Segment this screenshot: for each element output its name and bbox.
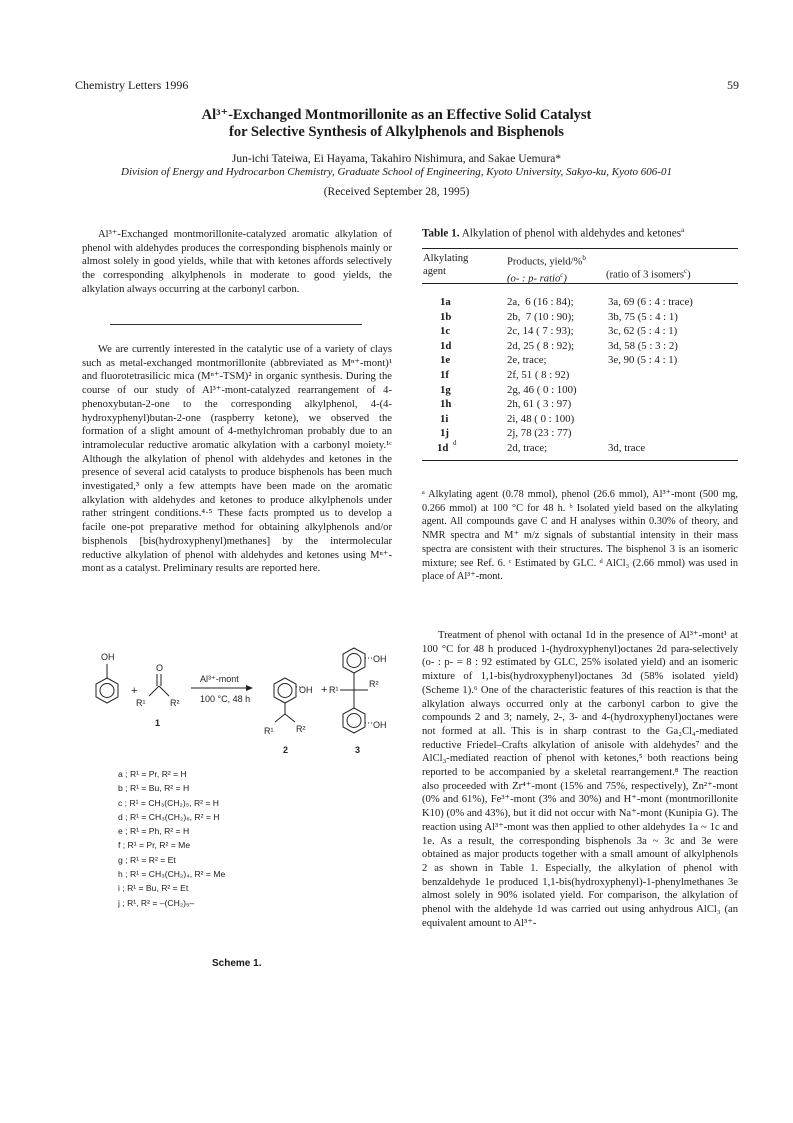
carbonyl-r1-bond xyxy=(149,686,159,696)
scheme-legend-item: h ; R¹ = CH₃(CH₂)₄, R² = Me xyxy=(118,869,226,880)
scheme-plus-2: + xyxy=(321,684,328,696)
affiliation: Division of Energy and Hydrocarbon Chemistry, Graduate School of Engineering, Kyoto University, Sakyo-ku, Kyoto 606-01 xyxy=(121,166,672,178)
table-cell-product-3: 3d, 58 (5 : 3 : 2) xyxy=(608,339,678,352)
scheme-phenol-oh: OH xyxy=(101,652,115,662)
table-header-products-label: Products, yield/% xyxy=(507,256,583,268)
scheme-legend-item: c ; R¹ = CH₃(CH₂)₅, R² = H xyxy=(118,797,220,808)
table-cell-agent: 1h xyxy=(440,398,452,411)
reaction-arrow-head xyxy=(246,685,253,691)
scheme-legend-item: a ; R¹ = Pr, R² = H xyxy=(118,769,187,779)
authors: Jun-ichi Tateiwa, Ei Hayama, Takahiro Nishimura, and Sakae Uemura* xyxy=(231,153,562,165)
table-cell-agent: 1d xyxy=(437,441,449,454)
scheme-conditions: 100 °C, 48 h xyxy=(200,694,251,704)
table-header-agent-2: agent xyxy=(423,266,446,277)
table-row xyxy=(422,369,738,384)
table-cell-agent: 1d xyxy=(440,339,452,352)
received-date: (Received September 28, 1995) xyxy=(323,186,470,198)
title-line-1: Al³⁺-Exchanged Montmorillonite as an Effective Solid Catalyst xyxy=(201,107,592,123)
table-cell-product-2: 2d, 25 ( 8 : 92); xyxy=(507,339,575,352)
table-cell-product-2: 2e, trace; xyxy=(507,354,547,367)
page-number: 59 xyxy=(727,78,739,92)
table-row xyxy=(422,340,738,355)
table-caption-sup: a xyxy=(681,226,685,234)
table-header-op-ratio: (o- : p- ratio xyxy=(507,273,561,285)
scheme-legend-item: i ; R¹ = Bu, R² = Et xyxy=(118,883,189,894)
scheme-legend-item: f ; R¹ = Pr, R² = Me xyxy=(118,840,191,851)
scheme-carbonyl-o: O xyxy=(156,663,164,673)
journal-name: Chemistry Letters 1996 xyxy=(75,78,189,92)
table-row xyxy=(422,427,738,442)
table-cell-product-3: 3a, 69 (6 : 4 : trace) xyxy=(608,296,693,308)
table-row xyxy=(422,354,738,369)
abstract-divider xyxy=(110,324,362,325)
product-3-upper-aromatic-circle xyxy=(347,654,361,668)
table-header-agent-1: Alkylating xyxy=(423,253,469,264)
product-2-ring xyxy=(274,678,296,703)
scheme-r2-product3: R² xyxy=(369,679,379,689)
product-3-lower-aromatic-circle xyxy=(347,714,361,728)
product-3-lower-ring xyxy=(343,708,365,733)
table-row xyxy=(422,438,738,457)
scheme-r2-reactant: R² xyxy=(170,698,180,708)
table-header-agent xyxy=(423,252,468,278)
body-right-text: Treatment of phenol with octanal 1d in the presence of Al³⁺-mont¹ at 100 °C for 48 h produced 1-(hydroxyphenyl)octanes 2d para-selectively (o- : p- = 8 : 92 estimated by GLC, 25% isolated yield) and an isomeric mixture of 1,1-bis(hydroxyphenyl)octanes 3d (58% isolated yield) (Scheme 1).⁶ One of the characteristic features of this reaction is that the alkylation always occurred only at the carbonyl carbon to give the compounds 2 and 3; namely, 2-, 3- and 4-(hydroxyphenyl)octanes were not formed at all. This is in sharp contrast to the Ga₂Cl₄-mediated reductive Friedel–Crafts alkylation of anisole with aldehydes⁷ and the AlCl₃-mediated reaction of phenol with ketones,⁵ both reactions being reported to be accompanied by a skeletal rearrangement.⁸ The reaction also proceeded with Zr⁴⁺-mont (15% and 75%, respectively), Zn²⁺-mont (0% and 61%), Fe³⁺-mont (3% and 30%) and H⁺-mont (montmorillonite K10) (0% and 43%), but it did not occur with Na⁺-mont (Kunipia G). The reaction using Al³⁺-mont was then applied to other aldehydes 1a ~ 1c and 1e. As a result, the corresponding bisphenols 3a ~ 3c and 3e were obtained as major products together with a small amount of alkylphenols 2 as shown in Table 1. Especially, the alkylation of phenol with benzaldehyde 1e produced 1,1-bis(hydroxyphenyl)-1-phenylmethanes 3e almost solely in 90% isolated yield. For comparison, the alkylation of phenol with the aldehyde 1d was carried out using anhydrous AlCl₃ (an equivalent amount to Al³⁺- xyxy=(422,630,738,929)
scheme-reagent: Al³⁺-mont xyxy=(200,674,239,684)
table-cell-agent: 1i xyxy=(440,412,449,425)
scheme-legend-item: g ; R¹ = R² = Et xyxy=(118,854,176,865)
table-row xyxy=(422,325,738,340)
table-cell-product-2: 2f, 51 ( 8 : 92) xyxy=(507,368,570,381)
scheme-product3-lower-oh: OH xyxy=(373,720,387,730)
body-right xyxy=(422,629,738,930)
table-cell-agent: 1e xyxy=(440,354,451,367)
table-row xyxy=(422,311,738,326)
scheme-r2-product2: R² xyxy=(296,724,306,734)
table-cell-product-3: 3c, 62 (5 : 4 : 1) xyxy=(608,325,678,338)
table-cell-agent: 1a xyxy=(440,296,451,308)
abstract-text: Al³⁺-Exchanged montmorillonite-catalyzed aromatic alkylation of phenol with aldehydes produces the corresponding bisphenols mainly or almost solely in good yields, while that with ketones affords selectively the corresponding alkylphenols in moderate to good yields, the alkylation always occurring at the carbonyl carbon. xyxy=(82,229,392,295)
table-row xyxy=(422,384,738,399)
table-caption-label: Table 1. xyxy=(422,227,460,240)
table-row xyxy=(422,398,738,413)
abstract xyxy=(82,228,392,297)
table-cell-product-3: 3d, trace xyxy=(608,441,646,454)
table-top-rule xyxy=(422,248,738,249)
table-footnote: ᵃ Alkylating agent (0.78 mmol), phenol (26.6 mmol), Al³⁺-mont (500 mg, 0.266 mmol) at 100 °C for 48 h. ᵇ Isolated yield based on the alkylating agent. All compounds gave C and H analyses within 0.30% of theory, and NMR spectra and M⁺ m/z signals of substantial intensity in their mass spectra are consistent with their structures. The bisphenol 3 is an isomeric mixture; see Ref. 6. ᶜ Estimated by GLC. ᵈ AlCl₃ (2.66 mmol) was used in place of Al³⁺-mont. xyxy=(422,489,738,583)
table-cell-product-2: 2g, 46 ( 0 : 100) xyxy=(507,383,577,396)
scheme-legend-item: e ; R¹ = Ph, R² = H xyxy=(118,826,190,837)
table-header-iso-end: ) xyxy=(687,269,691,281)
table-cell-product-2: 2a, 6 (16 : 84); xyxy=(507,296,574,308)
table-header-iso-sup: c xyxy=(683,267,688,275)
table-header-products xyxy=(507,252,586,285)
product-2-r1-bond xyxy=(275,714,285,722)
table-cell-product-3: 3e, 90 (5 : 4 : 1) xyxy=(608,354,678,367)
table-header-op-end: ) xyxy=(563,273,567,285)
scheme-label-1: 1 xyxy=(155,718,161,728)
scheme-r1-product3: R¹ xyxy=(329,685,339,695)
intro-text: We are currently interested in the catalytic use of a variety of clays such as metal-exchanged montmorillonite (abbreviated as Mⁿ⁺-mont)¹ and fluorotetrasilicic mica (Mⁿ⁺-TSM)² in organic synthesis. During the course of our study of Al³⁺-mont-catalyzed rearrangement of 4-phenoxybutan-2-one to the corresponding alkylphenol, 4-(4-hydroxyphenyl)butan-2-one (raspberry ketone), we observed the formation of a slight amount of 4-methylchroman probably due to an intramolecular reductive aromatic alkylation with a carbonyl moiety.¹ᶜ Although the alkylation of phenol with aldehydes and ketones in the presence of several acid catalysts to produce bisphenols has been much investigated,³ only a few attempts have been made on the aromatic alkylation with aldehydes and ketones to produce alkylphenols under rather stringent conditions.⁴·⁵ These facts prompted us to develop a facile one-pot preparative method for obtaining alkylphenols and/or bisphenols [bis(hydroxyphenyl)methanes] by the intermolecular reductive alkylation of phenol with aldehydes and ketones using Mⁿ⁺-mont as a catalyst. Preliminary results are reported here. xyxy=(82,344,392,575)
table-cell-product-2: 2c, 14 ( 7 : 93); xyxy=(507,325,574,338)
table-cell-agent: 1j xyxy=(440,427,449,440)
table-row xyxy=(422,296,738,311)
scheme-legend-item: j ; R¹, R² = –(CH₂)₅– xyxy=(118,897,195,908)
table-body xyxy=(422,296,738,457)
scheme-product2-oh: OH xyxy=(299,685,313,695)
scheme-legend-item: b ; R¹ = Bu, R² = H xyxy=(118,783,190,794)
scheme-legend-item: d ; R¹ = CH₃(CH₂)₆, R² = H xyxy=(118,811,220,822)
table-caption-text: Alkylation of phenol with aldehydes and ketones xyxy=(461,227,682,240)
intro xyxy=(82,343,392,576)
table-cell-product-3: 3b, 75 (5 : 4 : 1) xyxy=(608,310,678,323)
scheme-r1-product2: R¹ xyxy=(264,726,274,736)
carbonyl-r2-bond xyxy=(159,686,169,696)
table-header-op-sup: c xyxy=(560,270,564,279)
table-cell-product-2: 2b, 7 (10 : 90); xyxy=(507,310,575,323)
table-cell-product-2: 2d, trace; xyxy=(507,441,548,454)
scheme-caption: Scheme 1. xyxy=(212,958,262,969)
scheme-label-3: 3 xyxy=(355,745,361,755)
table-header-products-sup: b xyxy=(582,254,586,262)
product-3-upper-ring xyxy=(343,648,365,673)
table-cell-product-2: 2j, 78 (23 : 77) xyxy=(507,427,572,440)
table-caption xyxy=(422,226,742,240)
table-header-rule xyxy=(422,283,738,284)
phenol-aromatic-circle xyxy=(100,684,114,698)
product-2-r2-bond xyxy=(285,714,295,722)
table-header-iso-label: (ratio of 3 isomers xyxy=(606,269,684,281)
table-cell-agent: 1b xyxy=(440,310,452,323)
table-row xyxy=(422,413,738,428)
table-cell-agent: 1c xyxy=(440,325,451,338)
product-2-aromatic-circle xyxy=(278,684,292,698)
table-header-isomer-ratio xyxy=(606,265,691,282)
scheme-legend xyxy=(118,767,318,910)
scheme-plus-1: + xyxy=(131,685,138,697)
scheme-product3-upper-oh: OH xyxy=(373,654,387,664)
phenol-ring xyxy=(96,678,118,703)
table-cell-agent: 1g xyxy=(440,383,451,396)
table-cell-product-2: 2h, 61 ( 3 : 97) xyxy=(507,398,572,411)
table-cell-agent: 1f xyxy=(440,368,449,381)
scheme-r1-reactant: R¹ xyxy=(136,698,146,708)
table-cell-product-2: 2i, 48 ( 0 : 100) xyxy=(507,412,575,425)
table-bottom-rule xyxy=(422,460,738,461)
table-cell-agent-sup: d xyxy=(453,438,457,447)
title-line-2: for Selective Synthesis of Alkylphenols and Bisphenols xyxy=(229,124,564,140)
scheme-label-2: 2 xyxy=(283,745,289,755)
